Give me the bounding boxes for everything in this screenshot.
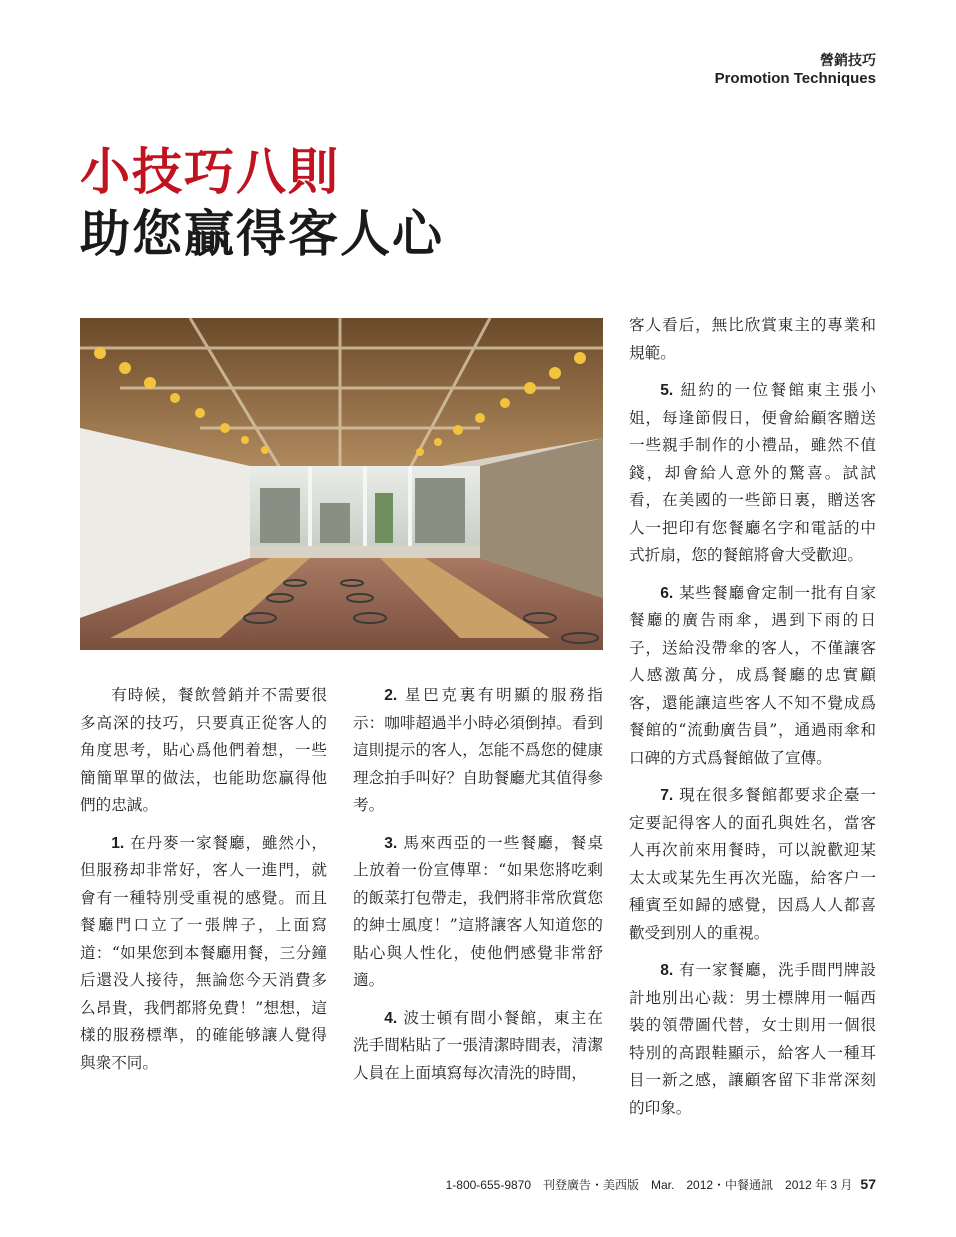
tip-5-text: 紐約的一位餐館東主張小姐，每逢節假日，便會給顧客贈送一些親手制作的小禮品，雖然不值錢，却會給人意外的驚喜。試試看，在美國的一些節日裏，贈送客人一把印有您餐廳名字和電話的中式折扇，您的餐館將會大受歡迎。 xyxy=(629,381,876,564)
section-label-english: Promotion Techniques xyxy=(714,70,876,87)
tip-2-number: 2. xyxy=(384,687,398,704)
article-column-1 xyxy=(80,682,327,1087)
tip-5-paragraph xyxy=(629,377,876,570)
tip-1-text: 在丹麥一家餐廳，雖然小，但服務却非常好，客人一進門，就會有一種特別受重視的感覺。而且餐廳門口立了一張牌子，上面寫道：“如果您到本餐廳用餐，三分鐘后還没人接待，無論您今天消費多么昂貴，我們都將免費！”想想，這樣的服務標準，的確能够讓人覺得與衆不同。 xyxy=(80,833,327,1072)
tip-8-text: 有一家餐廳，洗手間門牌設計地別出心裁：男士標牌用一幅西裝的領帶圖代替，女士則用一個很特別的高跟鞋顯示，給客人一種耳目一新之感，讓顧客留下非常深刻的印象。 xyxy=(629,961,876,1117)
article-column-3 xyxy=(629,312,876,1132)
section-label-chinese: 營銷技巧 xyxy=(820,53,876,69)
tip-4-continued: 客人看后，無比欣賞東主的專業和規範。 xyxy=(629,316,876,362)
tip-3-text: 馬來西亞的一些餐廳，餐桌上放着一份宣傳單：“如果您將吃剩的飯菜打包帶走，我們將非常欣賞您的紳士風度！”這將讓客人知道您的貼心與人性化，使他們感覺非常舒適。 xyxy=(353,833,603,989)
tip-8-paragraph xyxy=(629,957,876,1122)
tip-4-text: 波士頓有間小餐館，東主在洗手間粘貼了一張清潔時間表，清潔人員在上面填寫每次清洗的時間， xyxy=(353,1008,603,1082)
tip-3-number: 3. xyxy=(384,834,398,852)
tip-1-number: 1. xyxy=(111,834,125,852)
tip-1-paragraph xyxy=(80,830,327,1078)
restaurant-interior-photo xyxy=(80,318,603,650)
tip-7-text: 現在很多餐館都要求企臺一定要記得客人的面孔與姓名，當客人再次前來用餐時，可以說歡迎某太太或某先生再次光臨，給客户一種賓至如歸的感覺，因爲人人都喜歡受到別人的重視。 xyxy=(629,786,876,942)
article-title-line2: 助您贏得客人心 xyxy=(80,204,444,263)
tip-6-paragraph xyxy=(629,580,876,773)
tip-3-paragraph xyxy=(353,830,603,995)
page-footer xyxy=(446,1176,876,1193)
tip-4-number: 4. xyxy=(384,1009,398,1027)
page-number: 57 xyxy=(860,1176,876,1192)
tip-2-paragraph xyxy=(353,682,603,820)
tip-6-number: 6. xyxy=(660,584,674,602)
intro-paragraph: 有時候，餐飲營銷并不需要很多高深的技巧，只要真正從客人的角度思考，貼心爲他們着想，一些簡簡單單的做法，也能助您贏得他們的忠誠。 xyxy=(80,686,327,814)
article-column-2 xyxy=(353,682,603,1097)
article-title-line1: 小技巧八則 xyxy=(80,142,340,201)
tip-8-number: 8. xyxy=(660,962,674,979)
tip-7-paragraph xyxy=(629,782,876,947)
tip-4-paragraph xyxy=(353,1005,603,1088)
tip-7-number: 7. xyxy=(660,787,674,804)
tip-5-number: 5. xyxy=(660,382,674,399)
footer-text: 1-800-655-9870 刊登廣告・美西版 Mar. 2012・中餐通訊 2012 年 3 月 xyxy=(445,1178,853,1192)
tip-2-text: 星巴克裏有明顯的服務指示：咖啡超過半小時必須倒掉。看到這則提示的客人，怎能不爲您的健康理念拍手叫好？自助餐廳尤其值得參考。 xyxy=(353,686,603,814)
tip-6-text: 某些餐廳會定制一批有自家餐廳的廣告雨傘，遇到下雨的日子，送給没帶傘的客人，不僅讓客人感激萬分，成爲餐廳的忠實顧客，還能讓這些客人不知不覺成爲餐館的“流動廣告員”，通過雨傘和口碑的方式爲餐館做了宣傳。 xyxy=(629,583,876,767)
